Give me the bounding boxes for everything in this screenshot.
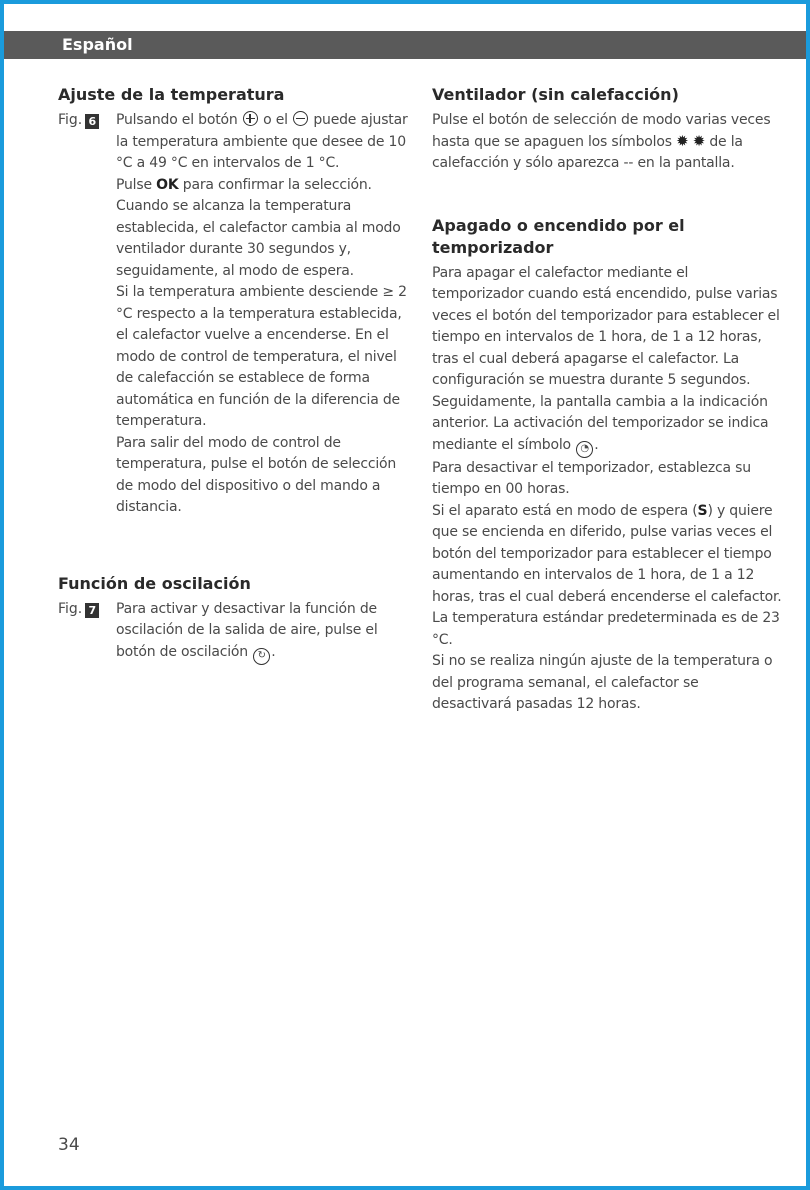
fig-7-label [58, 599, 116, 621]
sun-icon: ✹ [676, 131, 689, 150]
text-span: para confirmar la selección. [182, 176, 372, 193]
temperature-text [116, 110, 410, 519]
text-span: de la calefacción y sólo aparezca -- en la pantalla. [432, 133, 743, 171]
text-span: puede ajustar la temperatura ambiente que desee de 10 °C a 49 °C en intervalos de 1 °C. [116, 112, 408, 171]
temperature-section-title: Ajuste de la temperatura [58, 85, 285, 104]
fan-section-title: Ventilador (sin calefacción) [432, 85, 679, 104]
text-span: ) y quiere que se encienda en diferido, pulse varias veces el botón del temporizador para establecer el tiempo aumentando en intervalos de 1 hora, de 1 a 12 horas, tras el cual deberá encenderse el calefactor. La temperatura estándar predeterminada es de 23 °C. [432, 502, 782, 648]
fig-6-number: 6 [85, 114, 99, 129]
plus-circle-icon [243, 111, 258, 126]
oscillation-section-title: Función de oscilación [58, 573, 251, 593]
timer-paragraph-3 [432, 501, 782, 652]
oscillation-section [58, 573, 410, 665]
oscillation-icon: ↻ [253, 648, 270, 665]
fig-label-text: Fig. [58, 600, 83, 617]
standby-s-label: S [697, 502, 708, 519]
text-span: Para apagar el calefactor mediante el temporizador cuando está encendido, pulse varias veces el botón del temporizador para establecer el tiempo en intervalos de 1 hora, de 1 a 12 horas, tras el cual deberá apagarse el calefactor. La configuración se muestra durante 5 segundos. Seguidamente, la pantalla cambia a la indicación anterior. La activación del temporizador se indica mediante el símbolo [432, 264, 780, 453]
text-span: Para activar y desactivar la función de oscilación de la salida de aire, pulse el botón de oscilación [116, 600, 378, 660]
text-span: Pulsando el botón [116, 112, 238, 128]
minus-circle-icon [293, 111, 308, 126]
text-span: . [594, 436, 599, 453]
temperature-paragraph-3: Cuando se alcanza la temperatura establecida, el calefactor cambia al modo ventilador durante 30 segundos y, seguidamente, al modo de espera. [116, 198, 401, 279]
right-column [432, 84, 782, 716]
oscillation-text [116, 599, 410, 665]
temperature-paragraph-2 [116, 175, 410, 197]
text-span: Pulse el botón de selección de modo varias veces hasta que se apaguen los símbolos [432, 112, 771, 150]
text-span: Si el aparato está en modo de espera ( [432, 502, 698, 519]
fig-7-number: 7 [85, 603, 99, 618]
fan-paragraph [432, 110, 782, 175]
timer-section-title: Apagado o encendido por el temporizador [432, 215, 685, 257]
sun-icon: ✹ [692, 131, 706, 150]
text-span: o el [263, 112, 288, 128]
timer-paragraph-2: Para desactivar el temporizador, establezca su tiempo en 00 horas. [432, 459, 751, 497]
fig-label-text: Fig. [58, 112, 83, 128]
timer-paragraph-1 [432, 263, 782, 458]
timer-paragraph-4: Si no se realiza ningún ajuste de la temperatura o del programa semanal, el calefactor se desactivará pasadas 12 horas. [432, 653, 773, 712]
text-span: . [271, 643, 276, 660]
ok-key-label: OK [156, 176, 179, 193]
timer-section [432, 215, 782, 716]
left-column [58, 84, 410, 665]
temperature-paragraph-4: Si la temperatura ambiente desciende ≥ 2 °C respecto a la temperatura establecida, el calefactor vuelve a encenderse. En el modo de control de temperatura, el nivel de calefacción se establece de forma automática en función de la diferencia de temperatura. [116, 284, 407, 429]
timer-icon: ◔ [576, 441, 593, 458]
page-number: 34 [58, 1135, 80, 1155]
fig-6-label [58, 110, 116, 132]
temperature-paragraph-1 [116, 110, 410, 175]
oscillation-paragraph [116, 599, 410, 665]
temperature-paragraph-5: Para salir del modo de control de temperatura, pulse el botón de selección de modo del dispositivo o del mando a distancia. [116, 434, 397, 515]
language-header-bar [4, 31, 806, 59]
text-span: Pulse [116, 176, 152, 193]
oscillation-fig-row [58, 599, 410, 665]
temperature-fig-row [58, 110, 410, 519]
language-label: Español [62, 35, 133, 54]
